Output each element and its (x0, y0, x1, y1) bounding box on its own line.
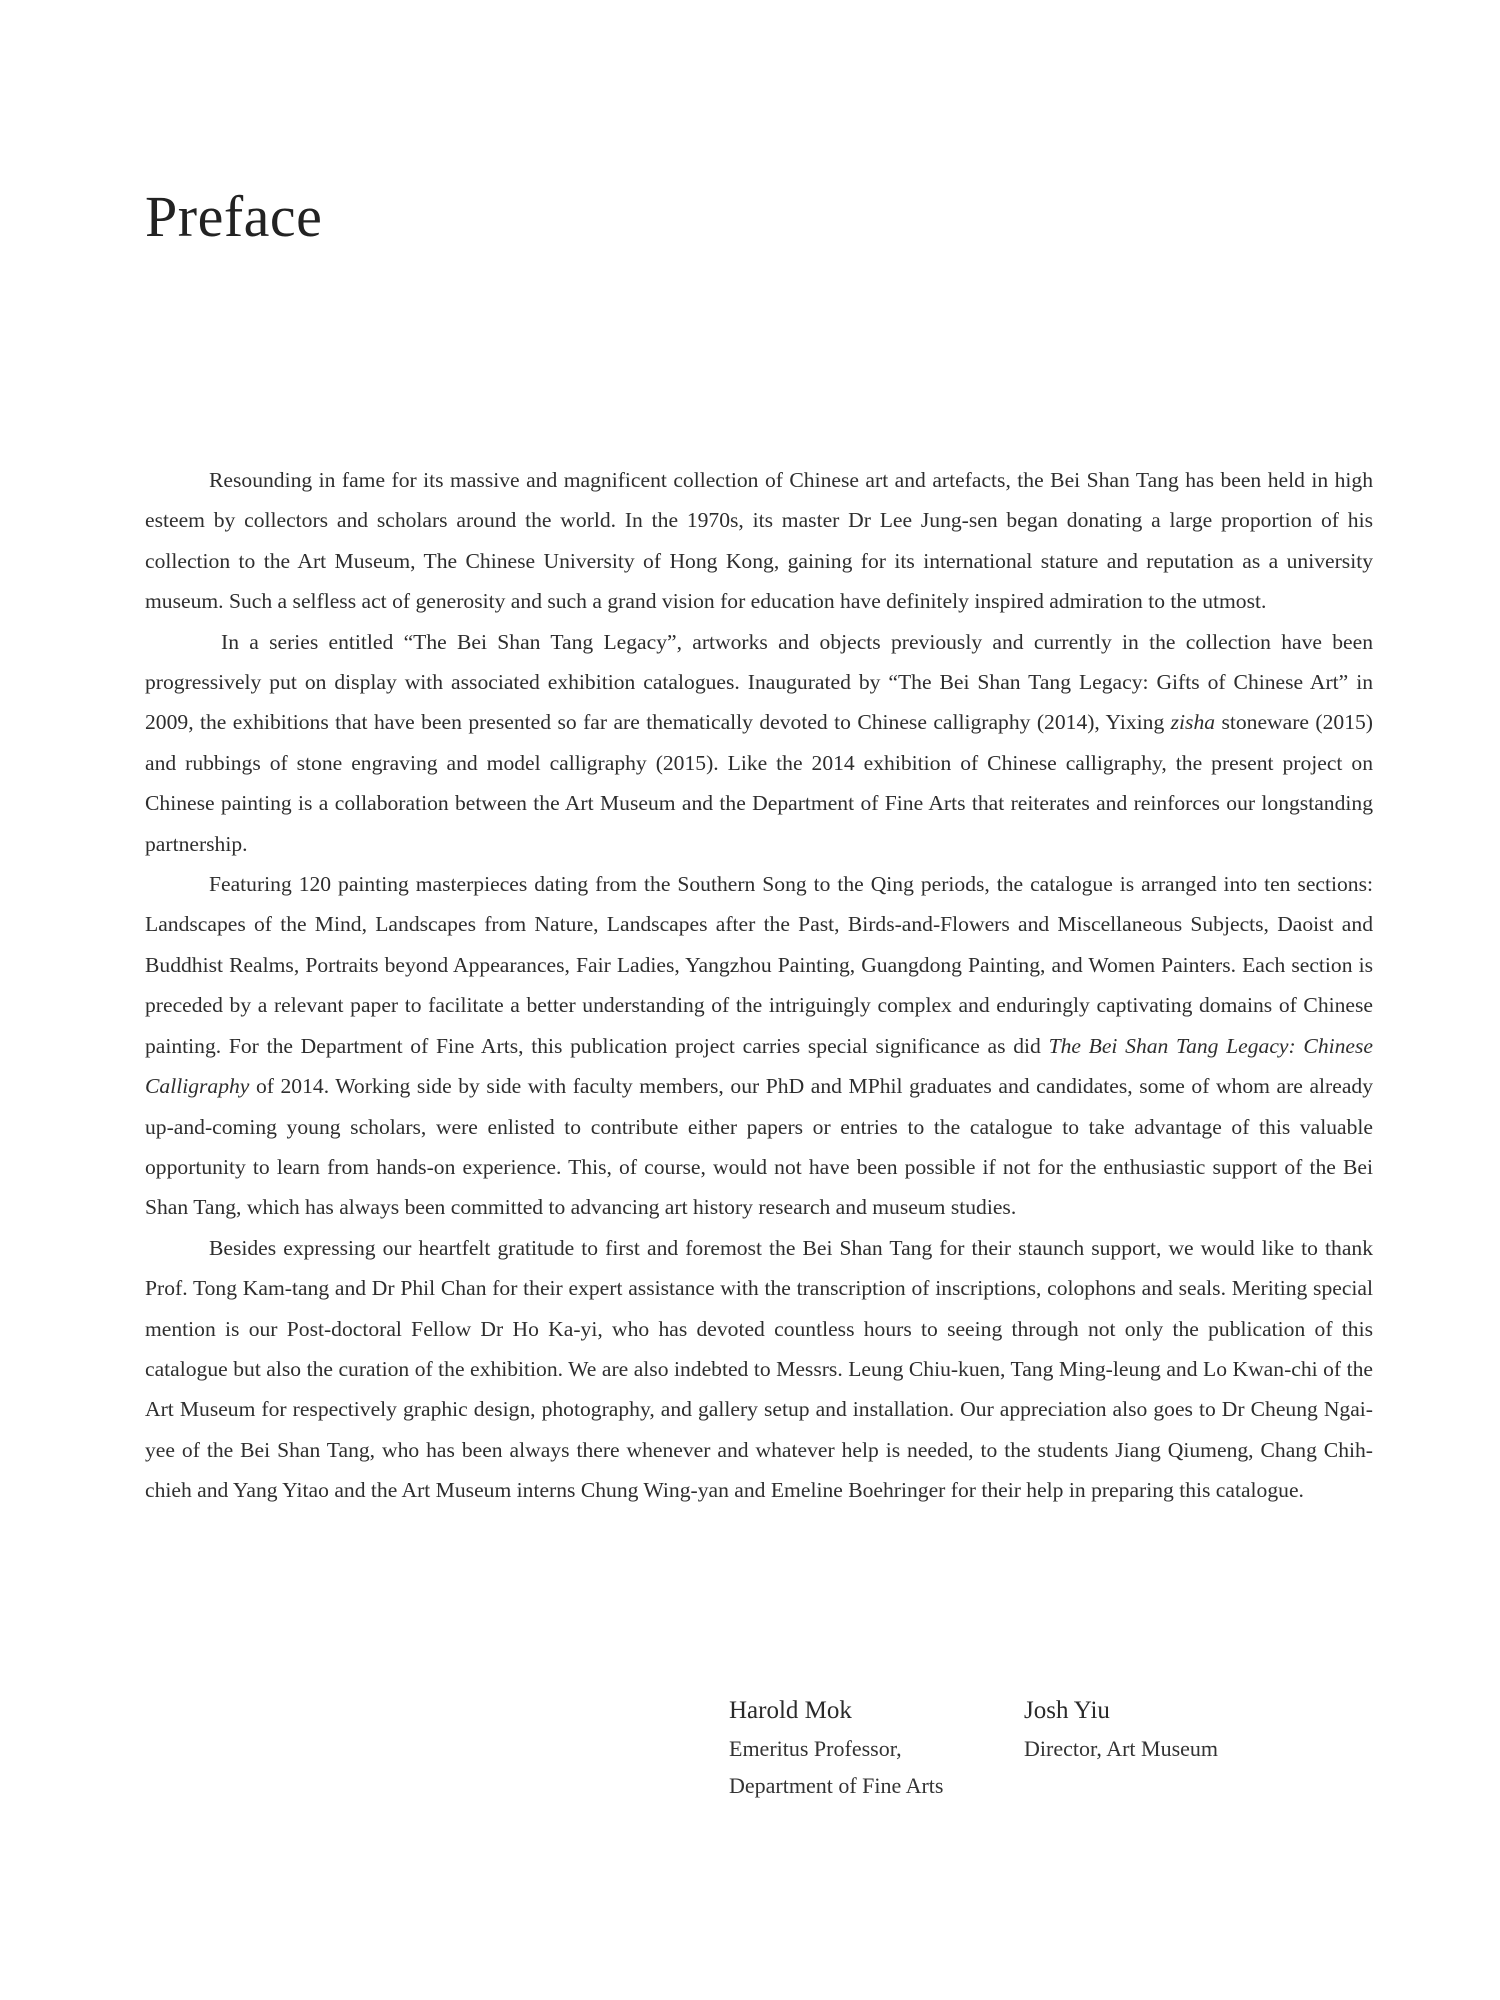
signatory-title: Emeritus Professor, (729, 1736, 902, 1761)
paragraph-3-text-a: Featuring 120 painting masterpieces dating from the Southern Song to the Qing periods, the catalogue is arranged into ten sections: Landscapes of the Mind, Landscapes from Nature, Landscapes after the Past, Birds-and-Flowers and Miscellaneous Subjects, Daoist and Buddhist Realms, Portraits beyond Appearances, Fair Ladies, Yangzhou Painting, Guangdong Painting, and Women Painters. Each section is preceded by a relevant paper to facilitate a better understanding of the intriguingly complex and enduringly captivating domains of Chinese painting. For the Department of Fine Arts, this publication project carries special significance as did (145, 872, 1373, 1058)
paragraph-2 (145, 622, 1373, 864)
signature-block (729, 1692, 1218, 1804)
paragraph-2-text-a: In a series entitled “The Bei Shan Tang Legacy”, artworks and objects previously and currently in the collection have been progressively put on display with associated exhibition catalogues. Inaugurated by “The Bei Shan Tang Legacy: Gifts of Chinese Art” in 2009, the exhibitions that have been presented so far are thematically devoted to Chinese calligraphy (2014), Yixing (145, 629, 1373, 735)
paragraph-2-italic: zisha (1170, 710, 1216, 735)
paragraph-2-text-b: stoneware (2015) and rubbings of stone engraving and model calligraphy (2015). Like the 2014 exhibition of Chinese calligraphy, the present project on Chinese painting is a collaboration between the Art Museum and the Department of Fine Arts that reiterates and reinforces our longstanding partnership. (145, 710, 1373, 856)
paragraph-3-text-b: of 2014. Working side by side with faculty members, our PhD and MPhil graduates and candidates, some of whom are already up-and-coming young scholars, were enlisted to contribute either papers or entries to the catalogue to take advantage of this valuable opportunity to learn from hands-on experience. This, of course, would not have been possible if not for the enthusiastic support of the Bei Shan Tang, which has always been committed to advancing art history research and museum studies. (145, 1074, 1373, 1220)
preface-body (145, 460, 1373, 1511)
signatory-name: Josh Yiu (1024, 1697, 1110, 1724)
paragraph-1: Resounding in fame for its massive and magnificent collection of Chinese art and artefacts, the Bei Shan Tang has been held in high esteem by collectors and scholars around the world. In the 1970s, its master Dr Lee Jung-sen began donating a large proportion of his collection to the Art Museum, The Chinese University of Hong Kong, gaining for its international stature and reputation as a university museum. Such a selfless act of generosity and such a grand vision for education have definitely inspired admiration to the utmost. (145, 468, 1373, 614)
signature-josh-yiu (1024, 1692, 1218, 1804)
paragraph-3 (145, 864, 1373, 1228)
signatory-title: Director, Art Museum (1024, 1736, 1219, 1761)
page-title: Preface (145, 184, 323, 249)
paragraph-3-italic-title: The Bei Shan Tang Legacy: Chinese Calligraphy (145, 1033, 1373, 1099)
signature-harold-mok (729, 1692, 1024, 1804)
signatory-department: Department of Fine Arts (729, 1773, 944, 1798)
paragraph-4: Besides expressing our heartfelt gratitude to first and foremost the Bei Shan Tang for their staunch support, we would like to thank Prof. Tong Kam-tang and Dr Phil Chan for their expert assistance with the transcription of inscriptions, colophons and seals. Meriting special mention is our Post-doctoral Fellow Dr Ho Ka-yi, who has devoted countless hours to seeing through not only the publication of this catalogue but also the curation of the exhibition. We are also indebted to Messrs. Leung Chiu-kuen, Tang Ming-leung and Lo Kwan-chi of the Art Museum for respectively graphic design, photography, and gallery setup and installation. Our appreciation also goes to Dr Cheung Ngai-yee of the Bei Shan Tang, who has been always there whenever and whatever help is needed, to the students Jiang Qiumeng, Chang Chih-chieh and Yang Yitao and the Art Museum interns Chung Wing-yan and Emeline Boehringer for their help in preparing this catalogue. (145, 1235, 1373, 1503)
signatory-name: Harold Mok (729, 1697, 852, 1724)
